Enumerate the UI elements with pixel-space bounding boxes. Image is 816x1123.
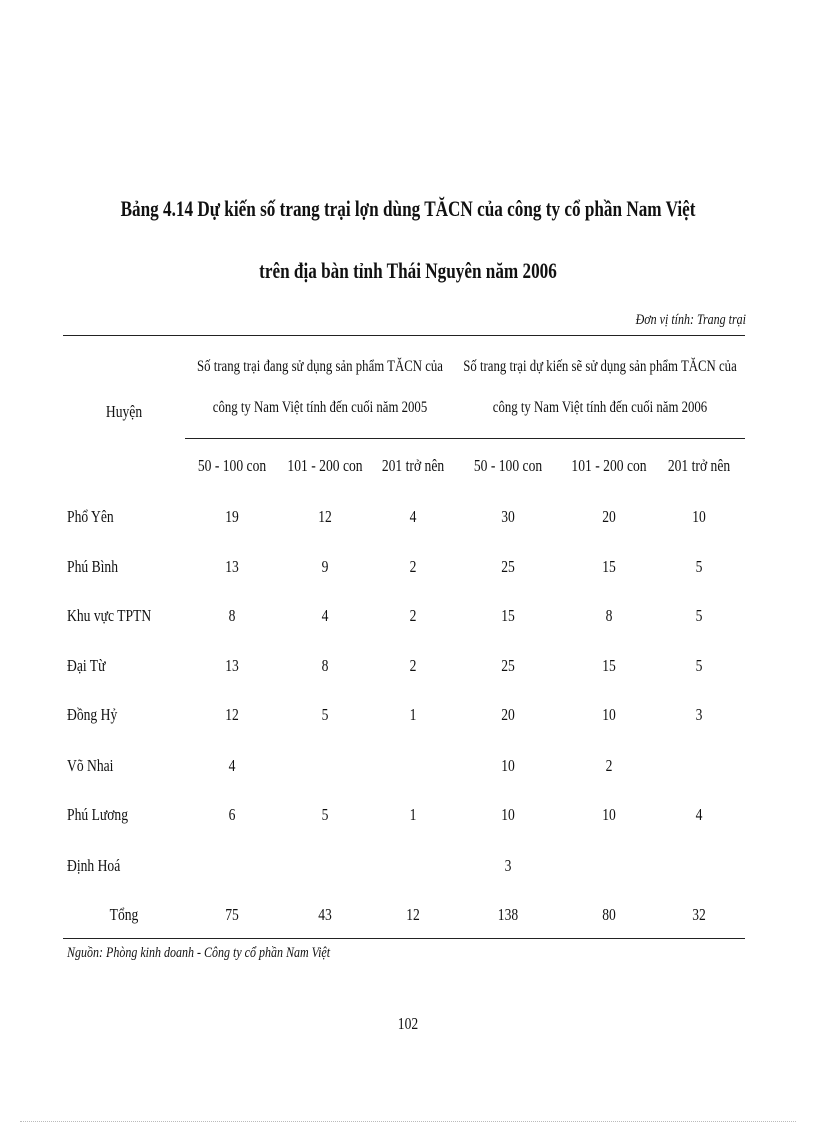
table-cell: 4 (409, 507, 417, 526)
table-top-rule (63, 335, 745, 336)
unit-note: Đơn vị tính: Trang trại (635, 312, 746, 328)
table-title-line1: Bảng 4.14 Dự kiến số trang trại lợn dùng TĂCN của công ty cổ phần Nam Việt (120, 196, 696, 221)
table-cell: 15 (602, 557, 616, 576)
header-group-2005-line2: công ty Nam Việt tính đến cuối năm 2005 (212, 399, 428, 416)
table-cell: 8 (228, 606, 236, 625)
row-district-name: Võ Nhai (67, 756, 114, 775)
table-title-line2: trên địa bàn tỉnh Thái Nguyên năm 2006 (259, 258, 557, 283)
table-cell: 5 (695, 656, 703, 675)
total-cell: 43 (318, 905, 332, 924)
header-group-2006-line2: công ty Nam Việt tính đến cuối năm 2006 (492, 399, 708, 416)
table-cell: 3 (695, 705, 703, 724)
table-cell: 10 (602, 805, 616, 824)
subheader-cell: 101 - 200 con (571, 456, 647, 475)
table-cell: 20 (602, 507, 616, 526)
table-cell: 2 (409, 557, 417, 576)
table-cell: 5 (321, 705, 329, 724)
table-cell: 13 (225, 557, 239, 576)
row-district-name: Đại Từ (67, 656, 106, 675)
page-bottom-divider (20, 1121, 796, 1122)
table-cell: 10 (602, 705, 616, 724)
table-cell: 12 (318, 507, 332, 526)
row-district-name: Phú Lương (67, 805, 129, 824)
table-cell: 1 (409, 805, 417, 824)
total-cell: 32 (692, 905, 706, 924)
table-cell: 15 (501, 606, 515, 625)
total-label: Tổng (109, 905, 139, 924)
table-cell: 25 (501, 656, 515, 675)
total-cell: 80 (602, 905, 616, 924)
header-district: Huyện (105, 402, 143, 421)
table-cell: 4 (695, 805, 703, 824)
table-cell: 25 (501, 557, 515, 576)
table-bottom-rule (63, 938, 745, 939)
row-district-name: Định Hoá (67, 856, 121, 875)
subheader-cell: 201 trở nên (667, 456, 731, 475)
table-cell: 1 (409, 705, 417, 724)
row-district-name: Khu vực TPTN (67, 606, 152, 625)
page-number: 102 (397, 1014, 419, 1033)
header-group-2005-line1: Số trang trại đang sử dụng sản phẩm TĂCN của (197, 358, 443, 375)
table-cell: 4 (321, 606, 329, 625)
row-district-name: Đồng Hỷ (67, 705, 118, 724)
subheader-cell: 201 trở nên (381, 456, 445, 475)
row-district-name: Phổ Yên (67, 507, 114, 526)
table-cell: 8 (321, 656, 329, 675)
table-cell: 10 (692, 507, 706, 526)
header-group-2006 (463, 346, 737, 428)
table-cell: 2 (605, 756, 613, 775)
table-cell: 20 (501, 705, 515, 724)
table-cell: 2 (409, 606, 417, 625)
table-cell: 3 (504, 856, 512, 875)
table-cell: 10 (501, 756, 515, 775)
header-group-2006-line1: Số trang trại dự kiến sẽ sử dụng sản phẩm TĂCN của (463, 358, 737, 375)
table-cell: 10 (501, 805, 515, 824)
table-cell: 5 (695, 606, 703, 625)
table-cell: 5 (695, 557, 703, 576)
subheader-cell: 101 - 200 con (287, 456, 363, 475)
table-cell: 8 (605, 606, 613, 625)
table-cell: 4 (228, 756, 236, 775)
subheader-cell: 50 - 100 con (473, 456, 543, 475)
header-group-rule (185, 438, 745, 439)
row-district-name: Phú Bình (67, 557, 119, 576)
source-note: Nguồn: Phòng kinh doanh - Công ty cổ phần Nam Việt (67, 945, 331, 961)
table-cell: 15 (602, 656, 616, 675)
total-cell: 12 (406, 905, 420, 924)
table-cell: 5 (321, 805, 329, 824)
total-cell: 75 (225, 905, 239, 924)
header-group-2005 (197, 346, 443, 428)
table-cell: 2 (409, 656, 417, 675)
table-cell: 12 (225, 705, 239, 724)
table-cell: 19 (225, 507, 239, 526)
table-cell: 13 (225, 656, 239, 675)
table-cell: 9 (321, 557, 329, 576)
table-cell: 30 (501, 507, 515, 526)
total-cell: 138 (497, 905, 519, 924)
subheader-cell: 50 - 100 con (197, 456, 267, 475)
table-cell: 6 (228, 805, 236, 824)
